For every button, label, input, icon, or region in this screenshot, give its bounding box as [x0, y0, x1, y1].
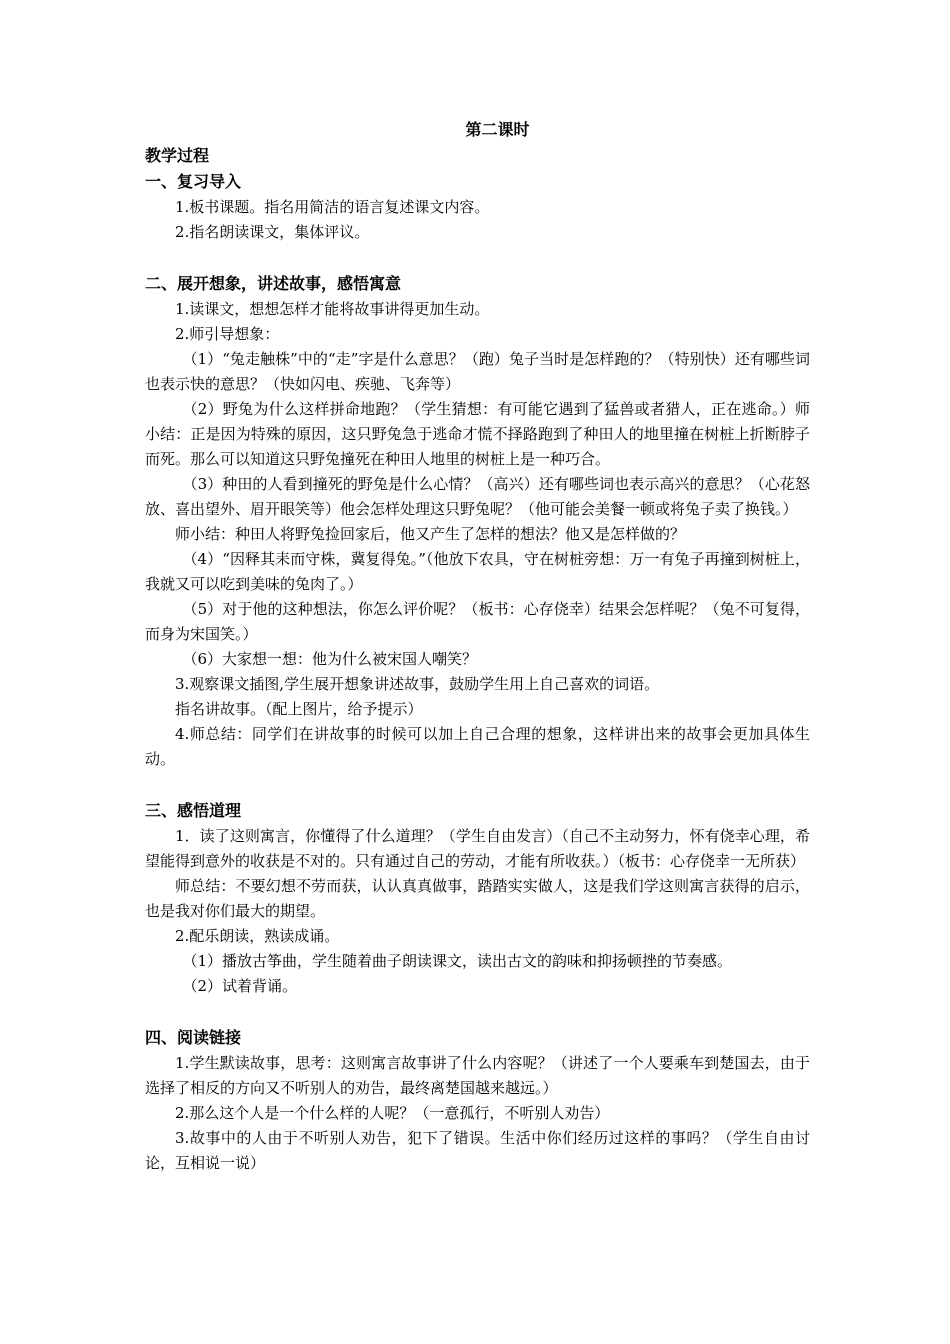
paragraph: 师总结：不要幻想不劳而获，认认真真做事，踏踏实实做人，这是我们学这则寓言获得的启示，也是我对你们最大的期望。	[145, 877, 810, 920]
paragraph: 师小结：种田人将野兔捡回家后，他又产生了怎样的想法？他又是怎样做的？	[175, 525, 686, 543]
paragraph: （1）播放古筝曲，学生随着曲子朗读课文，读出古文的韵味和抑扬顿挫的节奏感。	[182, 952, 733, 970]
section-heading: 一、复习导入	[145, 172, 242, 191]
paragraph: 2.那么这个人是一个什么样的人呢？（一意孤行，不听别人劝告）	[175, 1104, 610, 1122]
paragraph: 1．读了这则寓言，你懂得了什么道理？（学生自由发言）（自己不主动努力，怀有侥幸心理，希望能得到意外的收获是不对的。只有通过自己的劳动，才能有所收获。）（板书：心存侥幸一无所获）	[145, 827, 810, 870]
paragraph: （2）试着背诵。	[182, 977, 298, 995]
paragraph: （5）对于他的这种想法，你怎么评价呢？（板书：心存侥幸）结果会怎样呢？（兔不可复得，而身为宋国笑。）	[145, 600, 810, 643]
paragraph: 1.读课文，想想怎样才能将故事讲得更加生动。	[175, 300, 490, 318]
paragraph: 指名讲故事。（配上图片，给予提示）	[175, 700, 423, 718]
paragraph: 1.板书课题。指名用简洁的语言复述课文内容。	[175, 198, 490, 216]
document-page	[145, 117, 810, 1176]
paragraph: 4.师总结：同学们在讲故事的时候可以加上自己合理的想象，这样讲出来的故事会更加具体生动。	[145, 725, 810, 768]
section-heading: 四、阅读链接	[145, 1028, 242, 1047]
paragraph: （3）种田的人看到撞死的野兔是什么心情？（高兴）还有哪些词也表示高兴的意思？（心花怒放、喜出望外、眉开眼笑等）他会怎样处理这只野兔呢？（他可能会美餐一顿或将兔子卖了换钱。）	[145, 475, 810, 518]
paragraph: （4）“因释其耒而守株，冀复得兔。”（他放下农具，守在树桩旁想：万一有兔子再撞到树桩上，我就又可以吃到美味的兔肉了。）	[145, 550, 810, 593]
paragraph: 3.故事中的人由于不听别人劝告，犯下了错误。生活中你们经历过这样的事吗？（学生自由讨论，互相说一说）	[145, 1129, 810, 1172]
paragraph: （2）野兔为什么这样拼命地跑？（学生猜想：有可能它遇到了猛兽或者猎人，正在逃命。）师小结：正是因为特殊的原因，这只野兔急于逃命才慌不择路跑到了种田人的地里撞在树桩上折断脖子而死。那么可以知道这只野兔撞死在种田人地里的树桩上是一种巧合。	[145, 400, 810, 468]
section-heading: 三、感悟道理	[145, 801, 242, 820]
paragraph: 2.配乐朗读，熟读成诵。	[175, 927, 340, 945]
paragraph: 3.观察课文插图,学生展开想象讲述故事，鼓励学生用上自己喜欢的词语。	[175, 675, 660, 693]
process-heading: 教学过程	[145, 146, 210, 165]
paragraph: 2.指名朗读课文，集体评议。	[175, 223, 370, 241]
paragraph: （6）大家想一想：他为什么被宋国人嘲笑？	[182, 650, 478, 668]
paragraph: 1.学生默读故事，思考：这则寓言故事讲了什么内容呢？（讲述了一个人要乘车到楚国去，由于选择了相反的方向又不听别人的劝告，最终离楚国越来越远。）	[145, 1054, 810, 1097]
lesson-title: 第二课时	[465, 120, 530, 139]
section-heading: 二、展开想象，讲述故事，感悟寓意	[145, 274, 402, 293]
paragraph: （1）“兔走触株”中的“走”字是什么意思？（跑）兔子当时是怎样跑的？（特别快）还有哪些词也表示快的意思？（快如闪电、疾驰、飞奔等）	[145, 350, 810, 393]
paragraph: 2.师引导想象：	[175, 325, 280, 343]
